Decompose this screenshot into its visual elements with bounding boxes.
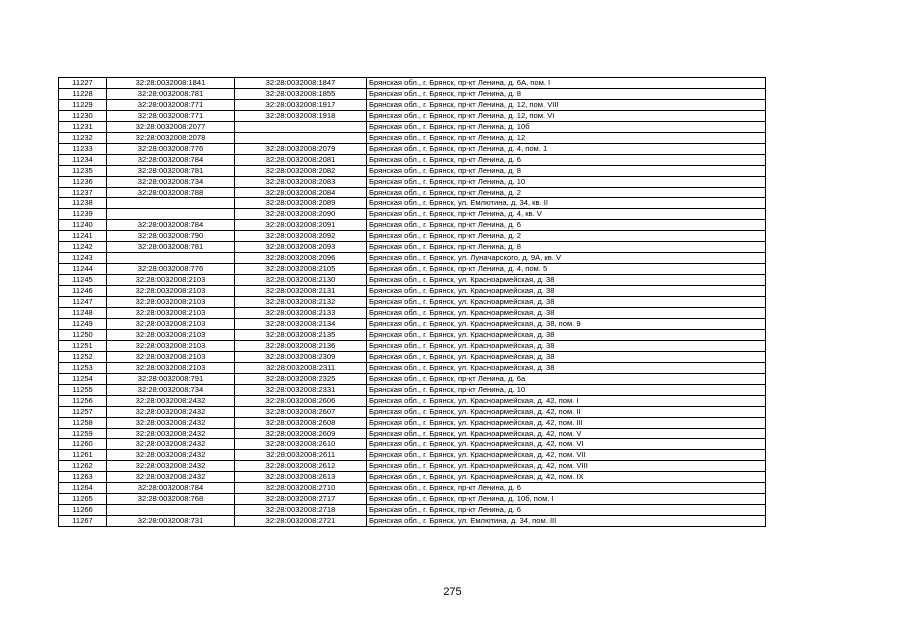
address-cell: Брянская обл., г. Брянск, пр-кт Ленина, д. 8 bbox=[367, 242, 766, 253]
object-number-cell: 32:28:0032008:2721 bbox=[235, 516, 367, 527]
row-number-cell: 11236 bbox=[59, 176, 107, 187]
parcel-number-cell: 32:28:0032008:784 bbox=[107, 220, 235, 231]
row-number-cell: 11246 bbox=[59, 286, 107, 297]
parcel-number-cell: 32:28:0032008:2103 bbox=[107, 318, 235, 329]
object-number-cell: 32:28:0032008:2135 bbox=[235, 329, 367, 340]
object-number-cell: 32:28:0032008:2091 bbox=[235, 220, 367, 231]
object-number-cell: 32:28:0032008:2718 bbox=[235, 505, 367, 516]
table-row bbox=[59, 461, 766, 472]
address-cell: Брянская обл., г. Брянск, пр-кт Ленина, д. 6а bbox=[367, 373, 766, 384]
address-cell: Брянская обл., г. Брянск, ул. Красноармейская, д. 42, пом. IX bbox=[367, 472, 766, 483]
address-cell: Брянская обл., г. Брянск, пр-кт Ленина, д. 4, пом. 5 bbox=[367, 264, 766, 275]
address-cell: Брянская обл., г. Брянск, пр-кт Ленина, д. 6 bbox=[367, 220, 766, 231]
table-row bbox=[59, 450, 766, 461]
table-row bbox=[59, 428, 766, 439]
parcel-number-cell: 32:28:0032008:2103 bbox=[107, 275, 235, 286]
object-number-cell: 32:28:0032008:2612 bbox=[235, 461, 367, 472]
cadastral-table bbox=[58, 77, 766, 527]
address-cell: Брянская обл., г. Брянск, ул. Красноармейская, д. 38 bbox=[367, 286, 766, 297]
table-row bbox=[59, 286, 766, 297]
row-number-cell: 11264 bbox=[59, 483, 107, 494]
object-number-cell: 32:28:0032008:1855 bbox=[235, 88, 367, 99]
table-row bbox=[59, 143, 766, 154]
object-number-cell: 32:28:0032008:2325 bbox=[235, 373, 367, 384]
parcel-number-cell: 32:28:0032008:734 bbox=[107, 176, 235, 187]
address-cell: Брянская обл., г. Брянск, ул. Красноармейская, д. 42, пом. VII bbox=[367, 450, 766, 461]
address-cell: Брянская обл., г. Брянск, ул. Красноармейская, д. 38 bbox=[367, 362, 766, 373]
address-cell: Брянская обл., г. Брянск, ул. Красноармейская, д. 42, пом. III bbox=[367, 417, 766, 428]
address-cell: Брянская обл., г. Брянск, пр-кт Ленина, д. 8 bbox=[367, 88, 766, 99]
parcel-number-cell: 32:28:0032008:2103 bbox=[107, 362, 235, 373]
parcel-number-cell bbox=[107, 505, 235, 516]
row-number-cell: 11242 bbox=[59, 242, 107, 253]
table-row bbox=[59, 351, 766, 362]
object-number-cell: 32:28:0032008:2309 bbox=[235, 351, 367, 362]
address-cell: Брянская обл., г. Брянск, ул. Красноармейская, д. 42, пом. VIII bbox=[367, 461, 766, 472]
table-row bbox=[59, 99, 766, 110]
table-row bbox=[59, 209, 766, 220]
row-number-cell: 11251 bbox=[59, 340, 107, 351]
address-cell: Брянская обл., г. Брянск, пр-кт Ленина, д. 10б bbox=[367, 121, 766, 132]
parcel-number-cell: 32:28:0032008:2432 bbox=[107, 472, 235, 483]
row-number-cell: 11252 bbox=[59, 351, 107, 362]
address-cell: Брянская обл., г. Брянск, ул. Емлютина, д. 34, кв. II bbox=[367, 198, 766, 209]
address-cell: Брянская обл., г. Брянск, пр-кт Ленина, д. 6 bbox=[367, 154, 766, 165]
row-number-cell: 11245 bbox=[59, 275, 107, 286]
row-number-cell: 11232 bbox=[59, 132, 107, 143]
table-row bbox=[59, 340, 766, 351]
object-number-cell: 32:28:0032008:2090 bbox=[235, 209, 367, 220]
row-number-cell: 11229 bbox=[59, 99, 107, 110]
object-number-cell: 32:28:0032008:1847 bbox=[235, 78, 367, 89]
row-number-cell: 11259 bbox=[59, 428, 107, 439]
object-number-cell: 32:28:0032008:2717 bbox=[235, 494, 367, 505]
object-number-cell: 32:28:0032008:2079 bbox=[235, 143, 367, 154]
row-number-cell: 11253 bbox=[59, 362, 107, 373]
table-row bbox=[59, 242, 766, 253]
parcel-number-cell: 32:28:0032008:791 bbox=[107, 373, 235, 384]
object-number-cell: 32:28:0032008:2105 bbox=[235, 264, 367, 275]
object-number-cell: 32:28:0032008:2132 bbox=[235, 297, 367, 308]
table-row bbox=[59, 231, 766, 242]
address-cell: Брянская обл., г. Брянск, ул. Красноармейская, д. 42, пом. I bbox=[367, 395, 766, 406]
address-cell: Брянская обл., г. Брянск, пр-кт Ленина, д. 10 bbox=[367, 384, 766, 395]
parcel-number-cell: 32:28:0032008:731 bbox=[107, 516, 235, 527]
address-cell: Брянская обл., г. Брянск, пр-кт Ленина, д. 12, пом. VI bbox=[367, 110, 766, 121]
row-number-cell: 11227 bbox=[59, 78, 107, 89]
parcel-number-cell: 32:28:0032008:2103 bbox=[107, 308, 235, 319]
row-number-cell: 11257 bbox=[59, 406, 107, 417]
row-number-cell: 11233 bbox=[59, 143, 107, 154]
parcel-number-cell: 32:28:0032008:2103 bbox=[107, 286, 235, 297]
parcel-number-cell: 32:28:0032008:2103 bbox=[107, 329, 235, 340]
row-number-cell: 11256 bbox=[59, 395, 107, 406]
object-number-cell: 32:28:0032008:2613 bbox=[235, 472, 367, 483]
parcel-number-cell: 32:28:0032008:768 bbox=[107, 494, 235, 505]
table-row bbox=[59, 494, 766, 505]
address-cell: Брянская обл., г. Брянск, пр-кт Ленина, д. 8 bbox=[367, 165, 766, 176]
row-number-cell: 11265 bbox=[59, 494, 107, 505]
table-row bbox=[59, 110, 766, 121]
parcel-number-cell: 32:28:0032008:771 bbox=[107, 110, 235, 121]
table-row bbox=[59, 516, 766, 527]
parcel-number-cell: 32:28:0032008:2432 bbox=[107, 428, 235, 439]
parcel-number-cell: 32:28:0032008:2432 bbox=[107, 395, 235, 406]
object-number-cell: 32:28:0032008:2081 bbox=[235, 154, 367, 165]
row-number-cell: 11234 bbox=[59, 154, 107, 165]
address-cell: Брянская обл., г. Брянск, ул. Красноармейская, д. 38 bbox=[367, 340, 766, 351]
table-row bbox=[59, 439, 766, 450]
object-number-cell: 32:28:0032008:2136 bbox=[235, 340, 367, 351]
row-number-cell: 11247 bbox=[59, 297, 107, 308]
parcel-number-cell: 32:28:0032008:781 bbox=[107, 242, 235, 253]
object-number-cell: 32:28:0032008:2606 bbox=[235, 395, 367, 406]
row-number-cell: 11248 bbox=[59, 308, 107, 319]
object-number-cell: 32:28:0032008:2311 bbox=[235, 362, 367, 373]
table-row bbox=[59, 220, 766, 231]
row-number-cell: 11260 bbox=[59, 439, 107, 450]
parcel-number-cell: 32:28:0032008:734 bbox=[107, 384, 235, 395]
address-cell: Брянская обл., г. Брянск, пр-кт Ленина, д. 4, кв. V bbox=[367, 209, 766, 220]
page-number: 275 bbox=[443, 586, 462, 598]
table-row bbox=[59, 297, 766, 308]
row-number-cell: 11238 bbox=[59, 198, 107, 209]
row-number-cell: 11250 bbox=[59, 329, 107, 340]
table-row bbox=[59, 253, 766, 264]
parcel-number-cell: 32:28:0032008:2078 bbox=[107, 132, 235, 143]
row-number-cell: 11258 bbox=[59, 417, 107, 428]
row-number-cell: 11239 bbox=[59, 209, 107, 220]
row-number-cell: 11243 bbox=[59, 253, 107, 264]
parcel-number-cell: 32:28:0032008:788 bbox=[107, 187, 235, 198]
address-cell: Брянская обл., г. Брянск, пр-кт Ленина, д. 10 bbox=[367, 176, 766, 187]
object-number-cell: 32:28:0032008:2710 bbox=[235, 483, 367, 494]
row-number-cell: 11240 bbox=[59, 220, 107, 231]
address-cell: Брянская обл., г. Брянск, пр-кт Ленина, д. 6А, пом. I bbox=[367, 78, 766, 89]
table-row bbox=[59, 198, 766, 209]
parcel-number-cell: 32:28:0032008:2432 bbox=[107, 450, 235, 461]
address-cell: Брянская обл., г. Брянск, ул. Луначарского, д. 9А, кв. V bbox=[367, 253, 766, 264]
row-number-cell: 11267 bbox=[59, 516, 107, 527]
address-cell: Брянская обл., г. Брянск, ул. Емлютина, д. 34, пом. III bbox=[367, 516, 766, 527]
row-number-cell: 11262 bbox=[59, 461, 107, 472]
object-number-cell: 32:28:0032008:1917 bbox=[235, 99, 367, 110]
table-row bbox=[59, 329, 766, 340]
object-number-cell: 32:28:0032008:2607 bbox=[235, 406, 367, 417]
row-number-cell: 11235 bbox=[59, 165, 107, 176]
row-number-cell: 11263 bbox=[59, 472, 107, 483]
address-cell: Брянская обл., г. Брянск, ул. Красноармейская, д. 42, пом. II bbox=[367, 406, 766, 417]
address-cell: Брянская обл., г. Брянск, ул. Красноармейская, д. 42, пом. V bbox=[367, 428, 766, 439]
address-cell: Брянская обл., г. Брянск, пр-кт Ленина, д. 12 bbox=[367, 132, 766, 143]
object-number-cell: 32:28:0032008:2130 bbox=[235, 275, 367, 286]
object-number-cell: 32:28:0032008:2084 bbox=[235, 187, 367, 198]
address-cell: Брянская обл., г. Брянск, пр-кт Ленина, д. 12, пом. VIII bbox=[367, 99, 766, 110]
table-row bbox=[59, 308, 766, 319]
address-cell: Брянская обл., г. Брянск, пр-кт Ленина, д. 2 bbox=[367, 187, 766, 198]
row-number-cell: 11261 bbox=[59, 450, 107, 461]
table-row bbox=[59, 384, 766, 395]
object-number-cell: 32:28:0032008:2096 bbox=[235, 253, 367, 264]
table-row bbox=[59, 121, 766, 132]
parcel-number-cell: 32:28:0032008:781 bbox=[107, 165, 235, 176]
object-number-cell: 32:28:0032008:2331 bbox=[235, 384, 367, 395]
object-number-cell: 32:28:0032008:1918 bbox=[235, 110, 367, 121]
address-cell: Брянская обл., г. Брянск, ул. Красноармейская, д. 38 bbox=[367, 308, 766, 319]
table-row bbox=[59, 165, 766, 176]
parcel-number-cell: 32:28:0032008:2432 bbox=[107, 406, 235, 417]
parcel-number-cell: 32:28:0032008:2103 bbox=[107, 340, 235, 351]
address-cell: Брянская обл., г. Брянск, ул. Красноармейская, д. 42, пом. VI bbox=[367, 439, 766, 450]
parcel-number-cell bbox=[107, 253, 235, 264]
address-cell: Брянская обл., г. Брянск, пр-кт Ленина, д. 4, пом. 1 bbox=[367, 143, 766, 154]
row-number-cell: 11231 bbox=[59, 121, 107, 132]
row-number-cell: 11249 bbox=[59, 318, 107, 329]
address-cell: Брянская обл., г. Брянск, ул. Красноармейская, д. 38, пом. 9 bbox=[367, 318, 766, 329]
table-body bbox=[59, 78, 766, 527]
table-row bbox=[59, 472, 766, 483]
table-row bbox=[59, 406, 766, 417]
object-number-cell: 32:28:0032008:2089 bbox=[235, 198, 367, 209]
object-number-cell: 32:28:0032008:2093 bbox=[235, 242, 367, 253]
parcel-number-cell: 32:28:0032008:784 bbox=[107, 483, 235, 494]
address-cell: Брянская обл., г. Брянск, пр-кт Ленина, д. 6 bbox=[367, 483, 766, 494]
address-cell: Брянская обл., г. Брянск, ул. Красноармейская, д. 38 bbox=[367, 297, 766, 308]
table-row bbox=[59, 362, 766, 373]
address-cell: Брянская обл., г. Брянск, ул. Красноармейская, д. 38 bbox=[367, 329, 766, 340]
row-number-cell: 11237 bbox=[59, 187, 107, 198]
object-number-cell: 32:28:0032008:2611 bbox=[235, 450, 367, 461]
object-number-cell: 32:28:0032008:2609 bbox=[235, 428, 367, 439]
object-number-cell bbox=[235, 132, 367, 143]
parcel-number-cell: 32:28:0032008:2432 bbox=[107, 417, 235, 428]
table-row bbox=[59, 275, 766, 286]
address-cell: Брянская обл., г. Брянск, пр-кт Ленина, д. 10б, пом. I bbox=[367, 494, 766, 505]
object-number-cell: 32:28:0032008:2610 bbox=[235, 439, 367, 450]
parcel-number-cell: 32:28:0032008:776 bbox=[107, 143, 235, 154]
object-number-cell: 32:28:0032008:2092 bbox=[235, 231, 367, 242]
address-cell: Брянская обл., г. Брянск, пр-кт Ленина, д. 6 bbox=[367, 505, 766, 516]
parcel-number-cell: 32:28:0032008:776 bbox=[107, 264, 235, 275]
parcel-number-cell: 32:28:0032008:1841 bbox=[107, 78, 235, 89]
parcel-number-cell: 32:28:0032008:2432 bbox=[107, 439, 235, 450]
address-cell: Брянская обл., г. Брянск, пр-кт Ленина, д. 2 bbox=[367, 231, 766, 242]
table-row bbox=[59, 176, 766, 187]
address-cell: Брянская обл., г. Брянск, ул. Красноармейская, д. 38 bbox=[367, 275, 766, 286]
row-number-cell: 11255 bbox=[59, 384, 107, 395]
table-row bbox=[59, 417, 766, 428]
table-row bbox=[59, 318, 766, 329]
parcel-number-cell: 32:28:0032008:781 bbox=[107, 88, 235, 99]
row-number-cell: 11228 bbox=[59, 88, 107, 99]
table-row bbox=[59, 154, 766, 165]
parcel-number-cell bbox=[107, 198, 235, 209]
parcel-number-cell: 32:28:0032008:2432 bbox=[107, 461, 235, 472]
parcel-number-cell: 32:28:0032008:2077 bbox=[107, 121, 235, 132]
table-row bbox=[59, 132, 766, 143]
table-row bbox=[59, 505, 766, 516]
parcel-number-cell: 32:28:0032008:784 bbox=[107, 154, 235, 165]
table-row bbox=[59, 88, 766, 99]
table-row bbox=[59, 187, 766, 198]
object-number-cell: 32:28:0032008:2131 bbox=[235, 286, 367, 297]
object-number-cell: 32:28:0032008:2083 bbox=[235, 176, 367, 187]
parcel-number-cell bbox=[107, 209, 235, 220]
row-number-cell: 11230 bbox=[59, 110, 107, 121]
parcel-number-cell: 32:28:0032008:771 bbox=[107, 99, 235, 110]
object-number-cell: 32:28:0032008:2133 bbox=[235, 308, 367, 319]
row-number-cell: 11254 bbox=[59, 373, 107, 384]
table-row bbox=[59, 373, 766, 384]
row-number-cell: 11241 bbox=[59, 231, 107, 242]
object-number-cell: 32:28:0032008:2134 bbox=[235, 318, 367, 329]
parcel-number-cell: 32:28:0032008:2103 bbox=[107, 351, 235, 362]
object-number-cell: 32:28:0032008:2082 bbox=[235, 165, 367, 176]
address-cell: Брянская обл., г. Брянск, ул. Красноармейская, д. 38 bbox=[367, 351, 766, 362]
row-number-cell: 11266 bbox=[59, 505, 107, 516]
table-row bbox=[59, 483, 766, 494]
parcel-number-cell: 32:28:0032008:790 bbox=[107, 231, 235, 242]
object-number-cell bbox=[235, 121, 367, 132]
table-row bbox=[59, 78, 766, 89]
table-row bbox=[59, 264, 766, 275]
parcel-number-cell: 32:28:0032008:2103 bbox=[107, 297, 235, 308]
table-row bbox=[59, 395, 766, 406]
object-number-cell: 32:28:0032008:2608 bbox=[235, 417, 367, 428]
row-number-cell: 11244 bbox=[59, 264, 107, 275]
